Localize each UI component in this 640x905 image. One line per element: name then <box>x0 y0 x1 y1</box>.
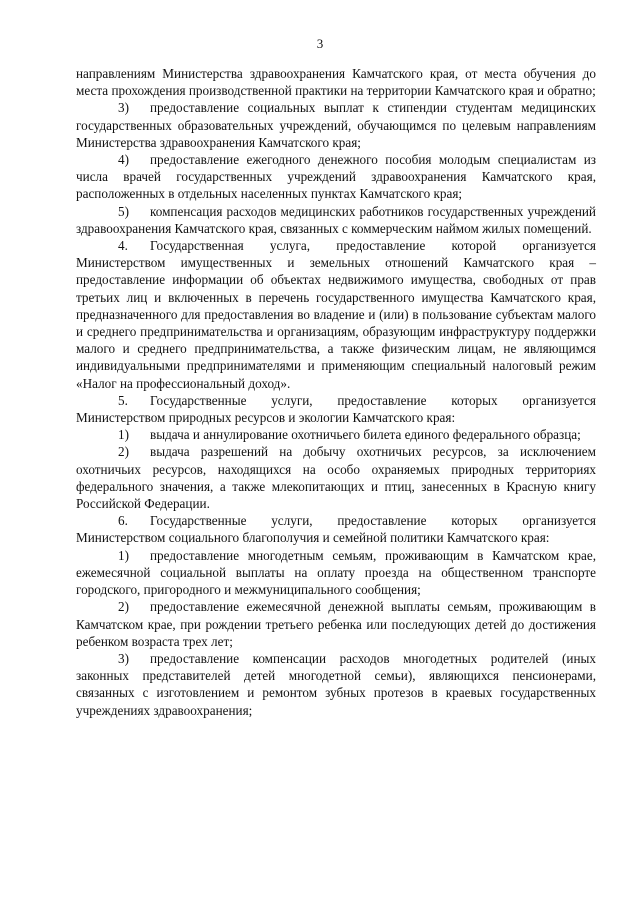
paragraph <box>76 650 596 719</box>
paragraph-number: 4. <box>118 238 128 254</box>
paragraph <box>76 203 596 237</box>
paragraph-text: направлениям Министерства здравоохранения Камчатского края, от места обучения до места прохождения производственной практики на территории Камчатского края и обратно; <box>76 66 596 99</box>
paragraph-number: 1) <box>118 427 129 443</box>
paragraph <box>76 151 596 203</box>
paragraph-text: предоставление ежемесячной денежной выплаты семьям, проживающим в Камчатском крае, при рождении третьего ребенка или последующих детей до достижения ребенком возраста трех лет; <box>76 599 596 649</box>
paragraph <box>76 392 596 426</box>
paragraph-text: выдача разрешений на добычу охотничьих ресурсов, за исключением охотничьих ресурсов, находящихся на особо охраняемых природных территориях федерального значения, а также млекопитающих и птиц, занесенных в Красную книгу Российской Федерации. <box>76 444 596 512</box>
paragraph-number: 6. <box>118 513 128 529</box>
paragraph-text: предоставление компенсации расходов многодетных родителей (иных законных представителей детей многодетной семьи), являющихся пенсионерами, связанных с изготовлением и ремонтом зубных протезов в краевых государственных учреждениях здравоохранения; <box>76 650 596 718</box>
paragraph-text: компенсация расходов медицинских работников государственных учреждений здравоохранения Камчатского края, связанных с коммерческим наймом жилых помещений. <box>76 203 596 236</box>
paragraph-text: выдача и аннулирование охотничьего билета единого федерального образца; <box>150 427 581 443</box>
paragraph-number: 1) <box>118 547 129 563</box>
paragraph-text: Государственная услуга, предоставление которой организуется Министерством имущественных и земельных отношений Камчатского края – предоставление информации об объектах недвижимого имущества, свободных от прав третьих лиц и включенных в перечень государственного имущества Камчатского края, предназначенного для предоставления во владение и (или) в пользование субъектам малого и среднего предпринимательства и организациям, образующим инфраструктуру поддержки малого и среднего предпринимательства, а также физическим лицам, не являющимся индивидуальными предпринимателями и применяющим специальный налоговый режим «Налог на профессиональный доход». <box>76 238 596 391</box>
paragraph <box>76 443 596 512</box>
paragraph <box>76 598 596 650</box>
paragraph-number: 4) <box>118 152 129 168</box>
paragraph-text: Государственные услуги, предоставление которых организуется Министерством социального благополучия и семейной политики Камчатского края: <box>76 513 596 546</box>
paragraph-number: 2) <box>118 599 129 615</box>
paragraph-text: Государственные услуги, предоставление которых организуется Министерством природных ресурсов и экологии Камчатского края: <box>76 392 596 426</box>
paragraph-text: предоставление многодетным семьям, проживающим в Камчатском крае, ежемесячной социальной выплаты на оплату проезда на общественном транспорте городского, пригородного и межмуниципального сообщения; <box>76 547 596 598</box>
paragraph-number: 5. <box>118 392 128 408</box>
document-body <box>76 65 596 719</box>
paragraph-number: 3) <box>118 100 129 116</box>
paragraph <box>76 426 596 443</box>
paragraph-number: 5) <box>118 203 129 219</box>
paragraph-number: 2) <box>118 444 129 460</box>
page-number: 3 <box>316 36 324 51</box>
paragraph-text: предоставление ежегодного денежного пособия молодым специалистам из числа врачей государственных учреждений здравоохранения Камчатского края, расположенных в отдельных населенных пунктах Камчатского края; <box>76 152 596 202</box>
paragraph <box>76 99 596 151</box>
paragraph-text: предоставление социальных выплат к стипендии студентам медицинских государственных образовательных учреждений, обучающимся по целевым направлениям Министерства здравоохранения Камчатского края; <box>76 100 596 150</box>
paragraph <box>76 237 596 392</box>
paragraph <box>76 65 596 99</box>
paragraph-number: 3) <box>118 650 129 666</box>
paragraph <box>76 547 596 599</box>
paragraph <box>76 512 596 546</box>
